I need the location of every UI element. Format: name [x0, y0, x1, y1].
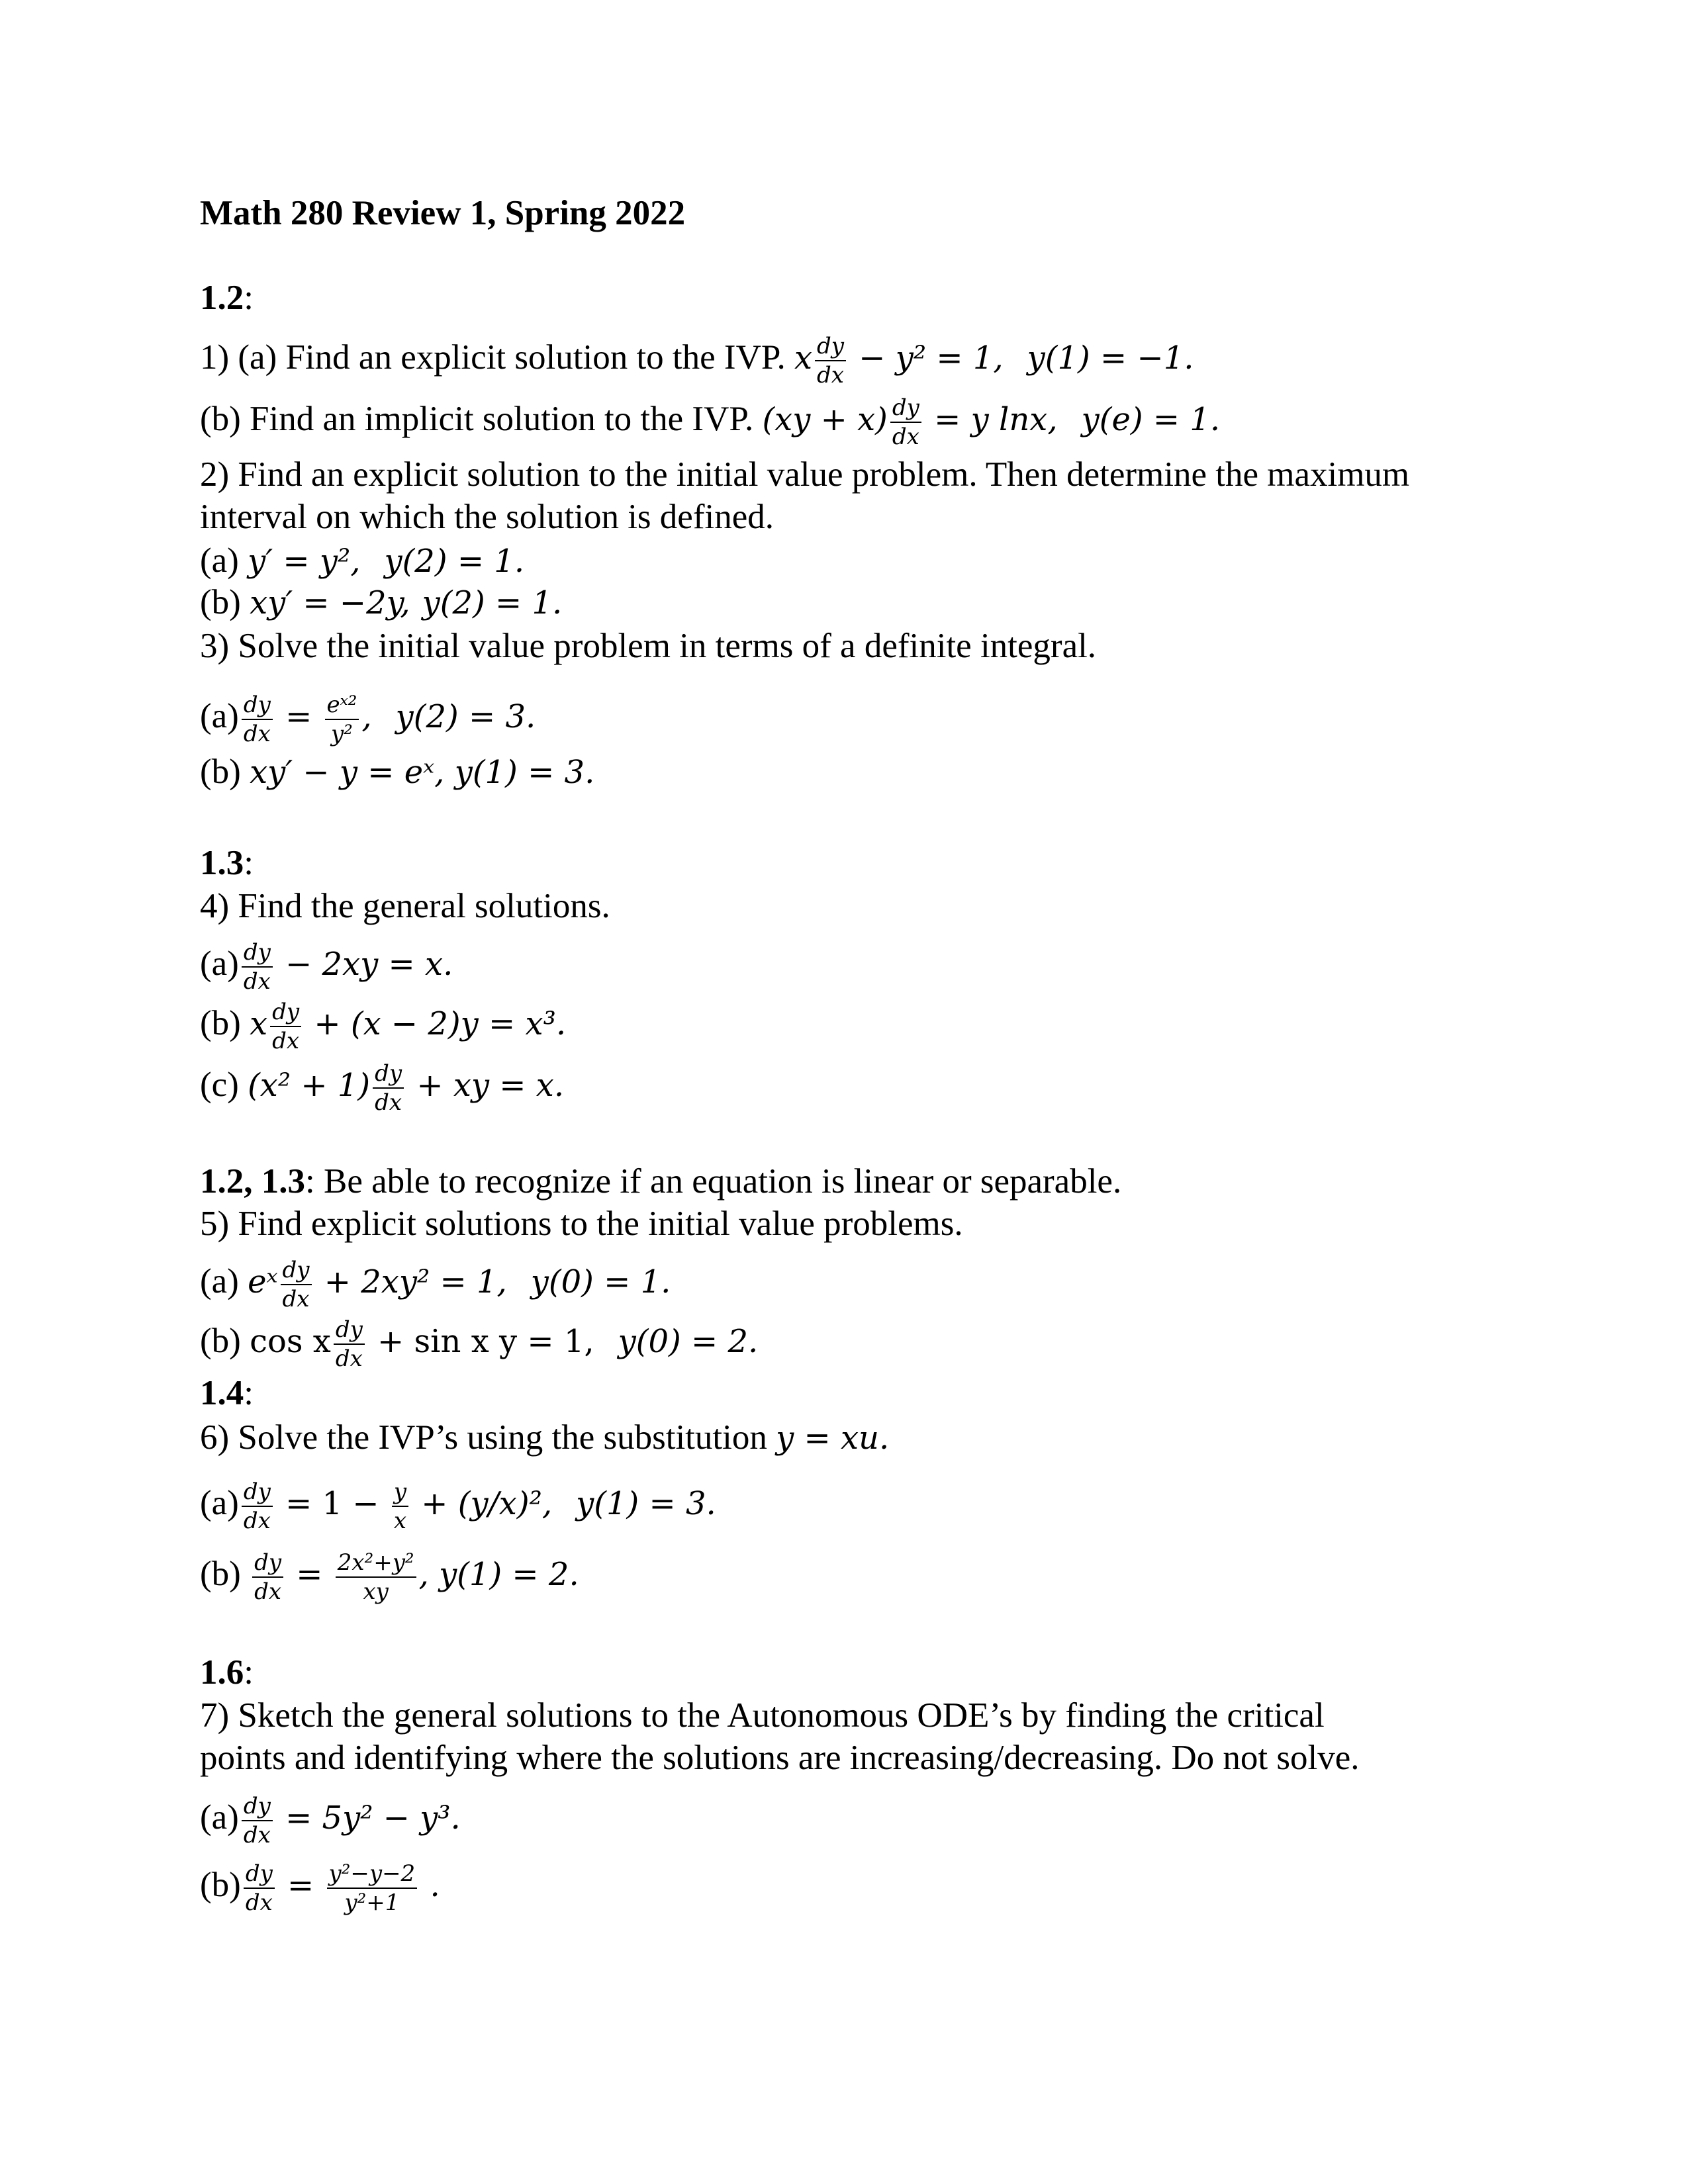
document-title: Math 280 Review 1, Spring 2022 [200, 194, 686, 232]
problem-5a [200, 1257, 671, 1312]
equation: (xy + x) [762, 401, 888, 439]
initial-condition: y(1) = −1. [1027, 340, 1194, 377]
equation: + sin x y = 1, [367, 1323, 594, 1361]
fraction-dy-dx [281, 1257, 312, 1312]
section-heading-1-4 [200, 1373, 254, 1413]
part-label: (b) [200, 1866, 241, 1905]
fraction-dy-dx [242, 1479, 273, 1533]
denominator: dx [243, 968, 271, 995]
initial-condition: y(e) = 1. [1081, 401, 1221, 439]
initial-condition: y(0) = 1. [530, 1263, 671, 1301]
section-number: 1.2, 1.3 [200, 1162, 305, 1201]
equation: + (x − 2)y = x³. [304, 1005, 567, 1043]
period: . [420, 1867, 440, 1905]
initial-condition: y(0) = 2. [618, 1323, 759, 1361]
fraction-y-x [392, 1479, 408, 1533]
fraction-dy-dx [244, 1861, 275, 1915]
problem-4a [200, 940, 453, 994]
problem-1a [200, 334, 1194, 388]
equation: + 2xy² = 1, [314, 1263, 507, 1301]
problem-6 [200, 1418, 889, 1458]
part-label: (b) [200, 1322, 241, 1361]
section-number: 1.6 [200, 1653, 244, 1692]
initial-condition: y(1) = 3. [576, 1485, 716, 1523]
problem-7b [200, 1861, 440, 1915]
section-heading-1-3 [200, 843, 254, 883]
problem-7a [200, 1794, 461, 1848]
denominator: dx [245, 1889, 273, 1916]
denominator: dx [254, 1578, 282, 1605]
fraction [327, 1861, 418, 1915]
problem-prompt: 1) (a) Find an explicit solution to the IVP. [200, 338, 786, 377]
initial-condition: y(2) = 1. [422, 584, 563, 621]
denominator: dx [282, 1286, 310, 1312]
part-label: (a) [200, 697, 239, 736]
equation: (x² + 1) [248, 1067, 371, 1105]
section-note: : Be able to recognize if an equation is linear or separable. [305, 1162, 1122, 1201]
fraction [325, 692, 359, 747]
part-label: (a) [200, 541, 239, 580]
colon: : [244, 1374, 254, 1412]
numerator: dy [242, 940, 273, 968]
problem-3: 3) Solve the initial value problem in terms of a definite integral. [200, 627, 1097, 665]
fraction-dy-dx [373, 1061, 404, 1115]
problem-2b [200, 582, 562, 623]
denominator: dx [243, 1822, 271, 1848]
denominator: dx [892, 424, 919, 450]
colon: : [244, 279, 254, 317]
equation: cos x [250, 1323, 331, 1361]
equals: = [275, 698, 322, 736]
equation: − 2xy = x. [275, 946, 453, 983]
numerator: dy [373, 1061, 404, 1089]
numerator: 2x²+y² [336, 1550, 416, 1578]
numerator: dy [244, 1861, 275, 1889]
problem-7-line2: points and identifying where the solutions are increasing/decreasing. Do not solve. [200, 1739, 1360, 1777]
part-label: (a) [200, 944, 239, 983]
denominator: dx [817, 362, 844, 388]
comma: , [361, 698, 372, 736]
part-label: (a) [200, 1262, 239, 1301]
problem-prompt: (b) Find an implicit solution to the IVP. [200, 400, 754, 439]
denominator: xy [363, 1578, 389, 1605]
initial-condition: y(2) = 1. [384, 543, 525, 580]
equation: xy′ = −2y, [250, 584, 410, 621]
denominator: dx [335, 1345, 363, 1372]
problem-7-line1: 7) Sketch the general solutions to the Autonomous ODE’s by finding the critical [200, 1696, 1325, 1735]
math-var: x [250, 1005, 268, 1043]
fraction-dy-dx [890, 395, 921, 449]
problem-2a [200, 541, 524, 581]
numerator: dy [242, 1479, 273, 1507]
equation: + (y/x)², [411, 1485, 553, 1523]
initial-condition: y(2) = 3. [395, 698, 536, 736]
numerator: dy [890, 395, 921, 423]
fraction [336, 1550, 416, 1604]
denominator: dx [243, 721, 271, 747]
section-heading-1-2 [200, 278, 254, 318]
part-label: (b) [200, 1004, 241, 1043]
problem-2-line1: 2) Find an explicit solution to the initial value problem. Then determine the maximum [200, 455, 1410, 494]
part-label: (b) [200, 752, 241, 791]
equation: = y lnx, [923, 401, 1058, 439]
equation: − y² = 1, [849, 340, 1004, 377]
problem-5: 5) Find explicit solutions to the initial value problems. [200, 1205, 963, 1243]
numerator: dy [270, 999, 301, 1027]
part-label: (b) [200, 583, 241, 621]
section-heading-1-6 [200, 1653, 254, 1692]
section-number: 1.2 [200, 279, 244, 317]
denominator: dx [243, 1508, 271, 1534]
math-var: x [794, 340, 813, 377]
equation: + xy = x. [406, 1067, 565, 1105]
problem-prompt: 6) Solve the IVP’s using the substitution [200, 1418, 767, 1457]
part-label: (a) [200, 1484, 239, 1523]
numerator: y [392, 1479, 408, 1507]
fraction-dy-dx [334, 1317, 365, 1371]
fraction-dy-dx [270, 999, 301, 1054]
problem-3a [200, 692, 536, 747]
fraction-dy-dx [242, 1794, 273, 1848]
substitution: y = xu. [776, 1420, 890, 1457]
numerator: dy [281, 1257, 312, 1285]
section-number: 1.4 [200, 1374, 244, 1412]
fraction-dy-dx [252, 1550, 283, 1604]
problem-4c [200, 1061, 564, 1115]
colon: : [244, 1653, 254, 1692]
fraction-dy-dx [242, 940, 273, 994]
equation: y′ = y², [248, 543, 361, 580]
numerator: dy [242, 692, 273, 720]
equation: xy′ − y = eˣ, y(1) = 3. [250, 754, 595, 791]
initial-condition: , y(1) = 2. [418, 1556, 579, 1594]
denominator: dx [272, 1028, 300, 1054]
denominator: y²+1 [344, 1889, 400, 1916]
equation: eˣ [248, 1263, 278, 1301]
problem-3b [200, 752, 594, 792]
numerator: dy [252, 1550, 283, 1578]
numerator: dy [815, 334, 846, 361]
problem-6b [200, 1550, 579, 1604]
problem-6a [200, 1479, 716, 1533]
numerator: dy [334, 1317, 365, 1345]
numerator: y²−y−2 [327, 1861, 418, 1889]
part-label: (b) [200, 1555, 241, 1594]
numerator: dy [242, 1794, 273, 1821]
denominator: y² [331, 721, 353, 747]
equation: = 5y² − y³. [275, 1799, 461, 1837]
equation: = 1 − [275, 1485, 389, 1523]
section-heading-1-2-1-3 [200, 1161, 1121, 1201]
fraction-dy-dx [815, 334, 846, 388]
problem-1b [200, 395, 1220, 449]
colon: : [244, 844, 254, 882]
equals: = [277, 1867, 324, 1905]
problem-5b [200, 1317, 758, 1371]
numerator: eˣ² [325, 692, 359, 720]
problem-2-line2: interval on which the solution is defined. [200, 498, 774, 536]
section-number: 1.3 [200, 844, 244, 882]
problem-4: 4) Find the general solutions. [200, 887, 610, 925]
fraction-dy-dx [242, 692, 273, 747]
problem-4b [200, 999, 566, 1054]
part-label: (a) [200, 1798, 239, 1837]
denominator: x [393, 1508, 407, 1534]
part-label: (c) [200, 1066, 239, 1105]
equals: = [286, 1556, 333, 1594]
denominator: dx [375, 1089, 402, 1116]
